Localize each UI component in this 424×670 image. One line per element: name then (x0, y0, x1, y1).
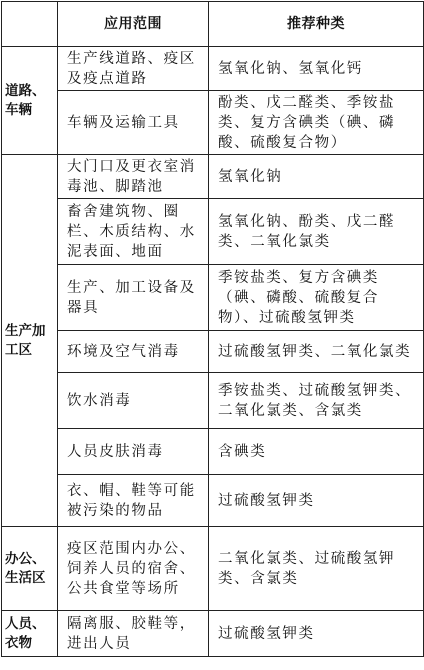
recommend-cell: 季铵盐类、过硫酸氢钾类、二氧化氯类、含氯类 (209, 373, 424, 429)
table-row (2, 47, 424, 91)
table-row (2, 199, 424, 265)
table-row (2, 155, 424, 199)
header-recommend: 推荐种类 (209, 2, 424, 47)
header-row (2, 2, 424, 47)
recommend-cell: 二氧化氯类、过硫酸氢钾类、含氯类 (209, 527, 424, 611)
recommend-cell: 氢氧化钠、酚类、戊二醛类、二氧化氯类 (209, 199, 424, 265)
table-row (2, 527, 424, 611)
scope-cell: 饮水消毒 (58, 373, 209, 429)
category-cell: 办公、生活区 (2, 527, 58, 611)
header-category (2, 2, 58, 47)
header-scope: 应用范围 (58, 2, 209, 47)
table-row (2, 475, 424, 527)
scope-cell: 大门口及更衣室消毒池、脚踏池 (58, 155, 209, 199)
scope-cell: 生产、加工设备及器具 (58, 265, 209, 331)
recommend-cell: 含碘类 (209, 429, 424, 475)
table-row (2, 91, 424, 155)
category-cell: 人员、衣物 (2, 611, 58, 657)
scope-cell: 隔离服、胶鞋等，进出人员 (58, 611, 209, 657)
recommend-cell: 过硫酸氢钾类、二氧化氯类 (209, 331, 424, 373)
scope-cell: 环境及空气消毒 (58, 331, 209, 373)
scope-cell: 人员皮肤消毒 (58, 429, 209, 475)
recommend-cell: 氢氧化钠 (209, 155, 424, 199)
recommend-cell: 酚类、戊二醛类、季铵盐类、复方含碘类（碘、磷酸、硫酸复合物） (209, 91, 424, 155)
table-row (2, 429, 424, 475)
table-row (2, 611, 424, 657)
recommend-cell: 氢氧化钠、氢氧化钙 (209, 47, 424, 91)
table-row (2, 331, 424, 373)
table-row (2, 373, 424, 429)
recommend-cell: 过硫酸氢钾类 (209, 611, 424, 657)
scope-cell: 车辆及运输工具 (58, 91, 209, 155)
scope-cell: 畜舍建筑物、圈栏、木质结构、水泥表面、地面 (58, 199, 209, 265)
scope-cell: 衣、帽、鞋等可能被污染的物品 (58, 475, 209, 527)
recommend-cell: 季铵盐类、复方含碘类（碘、磷酸、硫酸复合物）、过硫酸氢钾类 (209, 265, 424, 331)
category-cell: 道路、车辆 (2, 47, 58, 155)
scope-cell: 疫区范围内办公、饲养人员的宿舍、公共食堂等场所 (58, 527, 209, 611)
scope-cell: 生产线道路、疫区及疫点道路 (58, 47, 209, 91)
table-row (2, 265, 424, 331)
disinfectant-table (1, 1, 424, 657)
recommend-cell: 过硫酸氢钾类 (209, 475, 424, 527)
category-cell: 生产加工区 (2, 155, 58, 527)
